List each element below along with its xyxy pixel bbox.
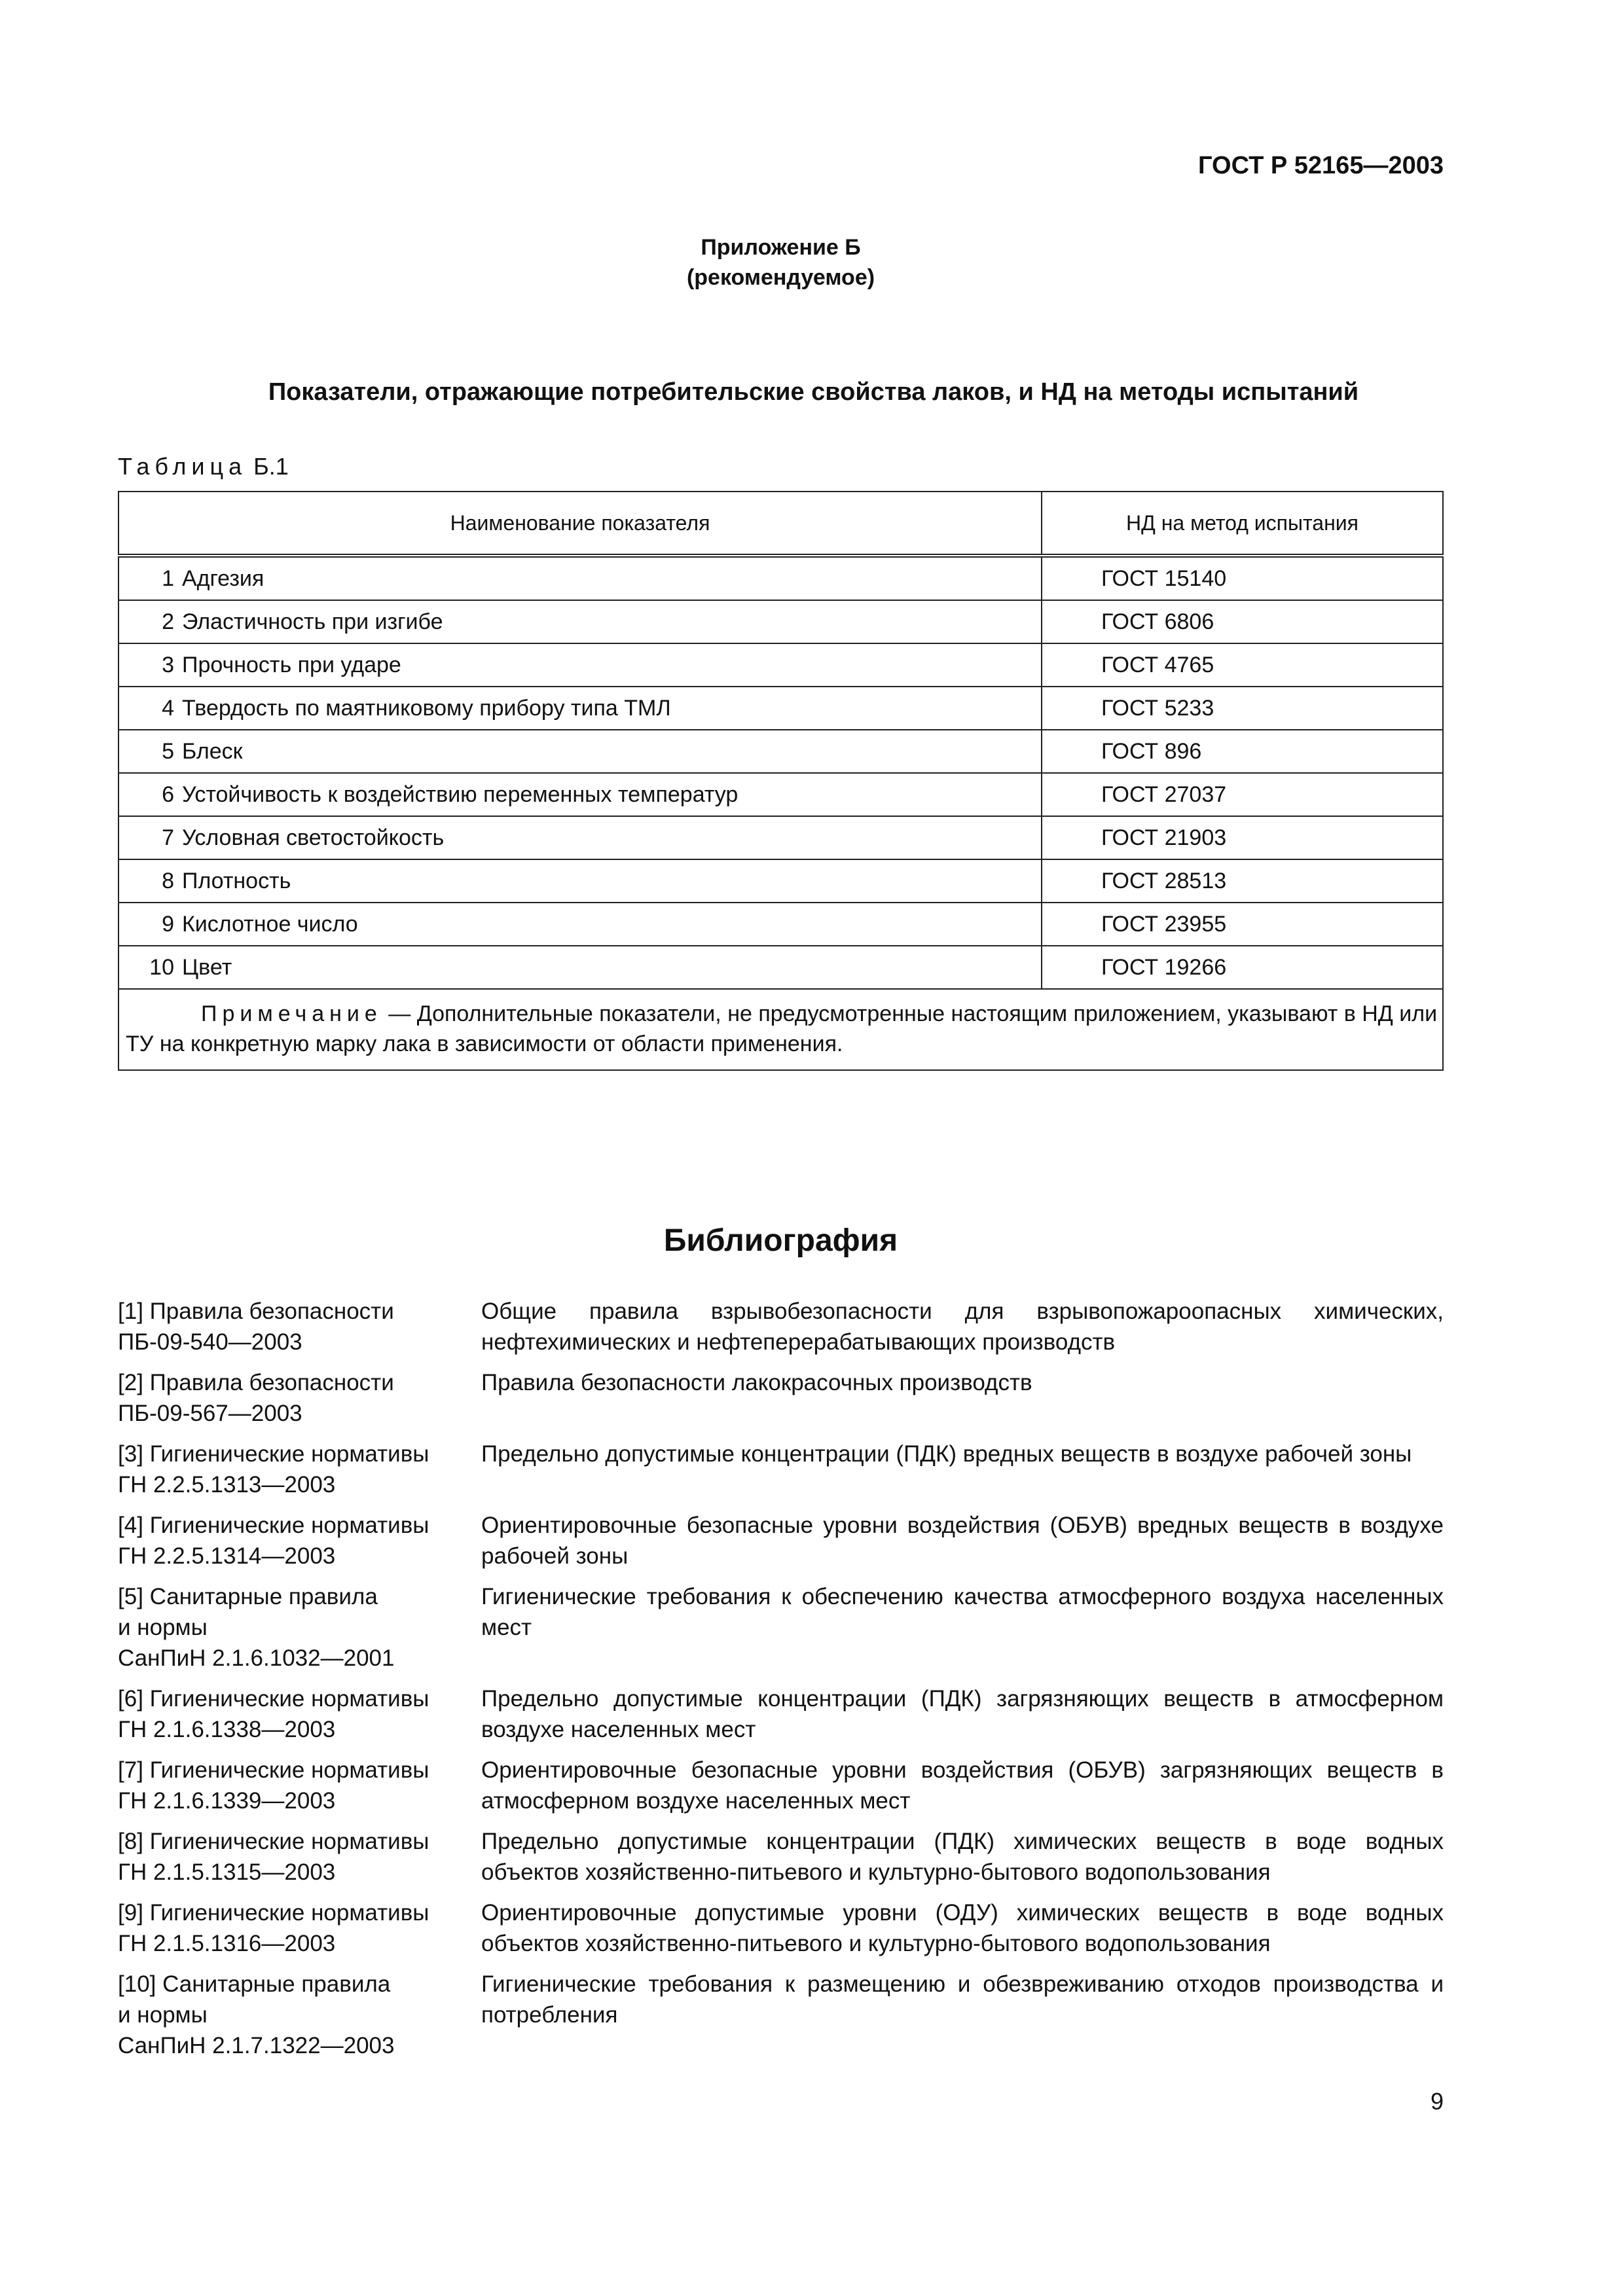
bibliography-list xyxy=(118,1296,1444,2071)
method-cell: ГОСТ 21903 xyxy=(1042,816,1443,859)
indicator-name: Кислотное число xyxy=(182,911,358,937)
bibliography-description: Предельно допустимые концентрации (ПДК) загрязняющих веществ в атмосферном воздухе населенных мест xyxy=(481,1686,1444,1742)
indicator-name: Блеск xyxy=(182,738,243,764)
table-row xyxy=(119,859,1443,903)
indicator-name: Твердость по маятниковому прибору типа ТМЛ xyxy=(182,695,671,721)
table-caption xyxy=(118,453,289,480)
annex-title: Приложение Б xyxy=(701,235,861,260)
indicator-name: Плотность xyxy=(182,868,291,893)
table-caption-word: Таблица xyxy=(118,453,247,480)
bibliography-description: Ориентировочные безопасные уровни воздействия (ОБУВ) загрязняющих веществ в атмосферном воздухе населенных мест xyxy=(481,1757,1444,1814)
indicator-cell xyxy=(119,600,1042,643)
indicator-cell xyxy=(119,687,1042,730)
section-title: Показатели, отражающие потребительские свойства лаков, и НД на методы испытаний xyxy=(268,378,1359,406)
table-header-row xyxy=(119,492,1443,556)
bibliography-item xyxy=(118,1510,1444,1571)
indicator-cell xyxy=(119,946,1042,989)
annex-status: (рекомендуемое) xyxy=(686,265,875,290)
page-number: 9 xyxy=(1430,2088,1444,2115)
bibliography-description: Общие правила взрывобезопасности для взрывопожароопасных химических, нефтехимических и нефтеперерабатывающих производств xyxy=(481,1299,1444,1355)
table-row xyxy=(119,600,1443,643)
method-cell: ГОСТ 23955 xyxy=(1042,903,1443,946)
row-number: 1 xyxy=(162,565,174,591)
indicator-name: Устойчивость к воздействию переменных температур xyxy=(182,781,739,807)
document-code: ГОСТ Р 52165—2003 xyxy=(1198,152,1444,179)
indicator-name: Прочность при ударе xyxy=(182,652,401,677)
table-row xyxy=(119,556,1443,600)
bibliography-item xyxy=(118,1969,1444,2061)
bibliography-reference: [4] Гигиенические нормативы ГН 2.2.5.1314—2003 xyxy=(118,1513,429,1569)
bibliography-item xyxy=(118,1296,1444,1357)
indicator-cell xyxy=(119,903,1042,946)
bibliography-description: Предельно допустимые концентрации (ПДК) химических веществ в воде водных объектов хозяйственно-питьевого и культурно-бытового водопользования xyxy=(481,1829,1444,1885)
row-number: 7 xyxy=(162,825,174,850)
method-cell: ГОСТ 4765 xyxy=(1042,643,1443,687)
bibliography-item xyxy=(118,1897,1444,1959)
note-text: — Дополнительные показатели, не предусмотренные настоящим приложением, указывают в НД или ТУ на конкретную марку лака в зависимости от области применения. xyxy=(126,1001,1438,1056)
indicator-cell xyxy=(119,730,1042,773)
method-cell: ГОСТ 896 xyxy=(1042,730,1443,773)
indicator-cell xyxy=(119,643,1042,687)
indicator-name: Цвет xyxy=(182,954,232,980)
bibliography-reference: [2] Правила безопасности ПБ-09-567—2003 xyxy=(118,1370,394,1426)
bibliography-description: Гигиенические требования к обеспечению качества атмосферного воздуха населенных мест xyxy=(481,1584,1444,1640)
bibliography-description: Предельно допустимые концентрации (ПДК) вредных веществ в воздухе рабочей зоны xyxy=(481,1441,1412,1467)
note-label: Примечание xyxy=(201,1001,382,1026)
bibliography-title: Библиография xyxy=(663,1223,898,1258)
bibliography-item xyxy=(118,1367,1444,1429)
table-row xyxy=(119,730,1443,773)
bibliography-item xyxy=(118,1755,1444,1816)
table-row xyxy=(119,773,1443,816)
row-number: 5 xyxy=(162,738,174,764)
method-cell: ГОСТ 6806 xyxy=(1042,600,1443,643)
table-row xyxy=(119,643,1443,687)
method-cell: ГОСТ 28513 xyxy=(1042,859,1443,903)
row-number: 6 xyxy=(162,781,174,807)
row-number: 10 xyxy=(149,954,174,980)
row-number: 4 xyxy=(162,695,174,721)
indicator-name: Адгезия xyxy=(182,565,264,591)
bibliography-description: Правила безопасности лакокрасочных производств xyxy=(481,1370,1032,1395)
table-row xyxy=(119,687,1443,730)
method-cell: ГОСТ 15140 xyxy=(1042,556,1443,600)
bibliography-reference: [9] Гигиенические нормативы ГН 2.1.5.1316—2003 xyxy=(118,1900,429,1956)
table-note xyxy=(119,989,1443,1070)
table-row xyxy=(119,946,1443,989)
bibliography-item xyxy=(118,1581,1444,1674)
bibliography-item xyxy=(118,1439,1444,1500)
table-note-row xyxy=(119,989,1443,1070)
method-cell: ГОСТ 19266 xyxy=(1042,946,1443,989)
annex-heading xyxy=(0,232,1561,293)
column-header-indicator: Наименование показателя xyxy=(119,492,1042,556)
indicator-cell xyxy=(119,556,1042,600)
indicator-cell xyxy=(119,816,1042,859)
indicators-table xyxy=(118,491,1444,1071)
method-cell: ГОСТ 5233 xyxy=(1042,687,1443,730)
bibliography-item xyxy=(118,1826,1444,1888)
bibliography-reference: [5] Санитарные правила и нормы СанПиН 2.1.6.1032—2001 xyxy=(118,1584,395,1671)
table-row xyxy=(119,903,1443,946)
bibliography-description: Ориентировочные безопасные уровни воздействия (ОБУВ) вредных веществ в воздухе рабочей зоны xyxy=(481,1513,1444,1569)
indicator-cell xyxy=(119,859,1042,903)
method-cell: ГОСТ 27037 xyxy=(1042,773,1443,816)
bibliography-reference: [10] Санитарные правила и нормы СанПиН 2.1.7.1322—2003 xyxy=(118,1971,395,2058)
table-caption-number: Б.1 xyxy=(253,453,289,480)
indicator-name: Условная светостойкость xyxy=(182,825,445,850)
bibliography-reference: [1] Правила безопасности ПБ-09-540—2003 xyxy=(118,1299,394,1355)
bibliography-item xyxy=(118,1683,1444,1745)
row-number: 3 xyxy=(162,652,174,677)
table-row xyxy=(119,816,1443,859)
bibliography-reference: [7] Гигиенические нормативы ГН 2.1.6.1339—2003 xyxy=(118,1757,429,1814)
column-header-method: НД на метод испытания xyxy=(1042,492,1443,556)
bibliography-description: Гигиенические требования к размещению и обезвреживанию отходов производства и потребления xyxy=(481,1971,1444,2028)
bibliography-description: Ориентировочные допустимые уровни (ОДУ) химических веществ в воде водных объектов хозяйственно-питьевого и культурно-бытового водопользования xyxy=(481,1900,1444,1956)
row-number: 8 xyxy=(162,868,174,893)
bibliography-reference: [3] Гигиенические нормативы ГН 2.2.5.1313—2003 xyxy=(118,1441,429,1498)
indicator-cell xyxy=(119,773,1042,816)
row-number: 2 xyxy=(162,609,174,634)
bibliography-reference: [8] Гигиенические нормативы ГН 2.1.5.1315—2003 xyxy=(118,1829,429,1885)
row-number: 9 xyxy=(162,911,174,937)
indicator-name: Эластичность при изгибе xyxy=(182,609,443,634)
bibliography-reference: [6] Гигиенические нормативы ГН 2.1.6.1338—2003 xyxy=(118,1686,429,1742)
